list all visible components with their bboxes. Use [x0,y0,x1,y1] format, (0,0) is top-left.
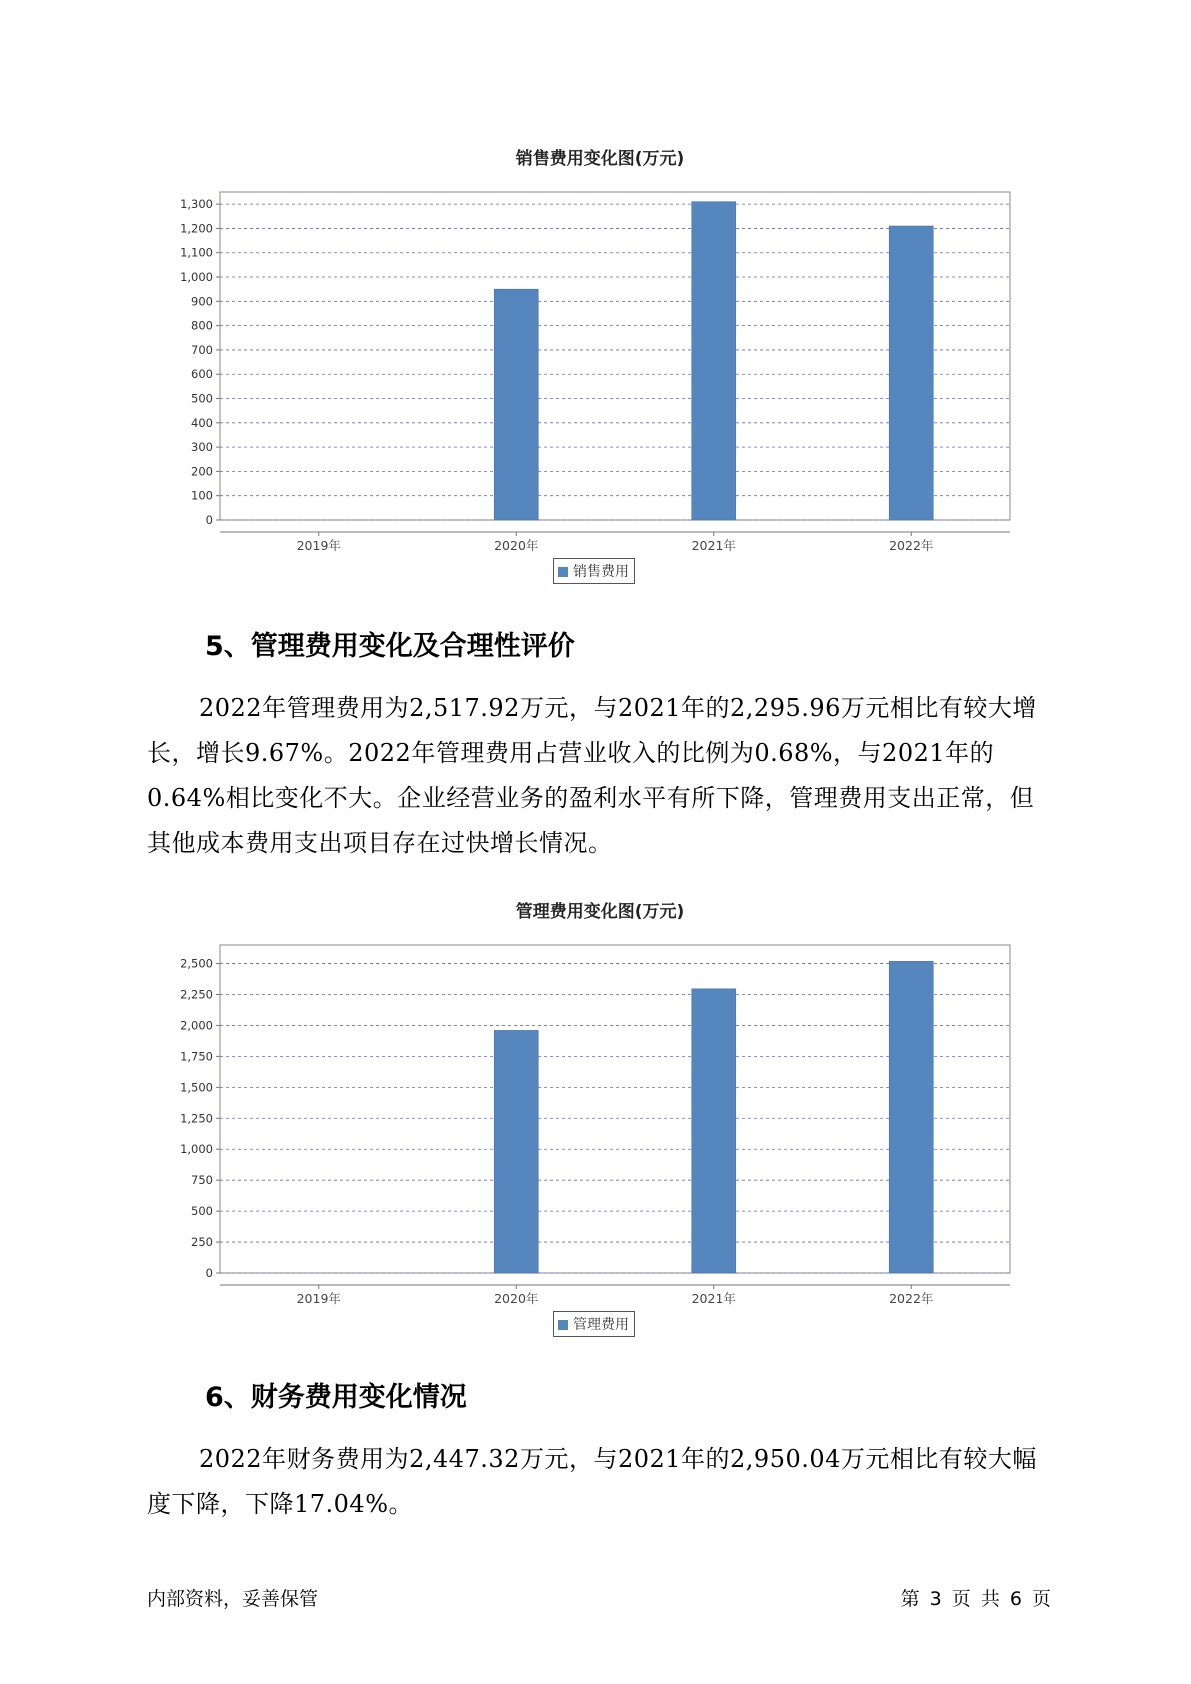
admin-y-tick-label: 1,000 [180,1142,213,1157]
sales-y-tick-label: 300 [191,440,213,455]
admin-chart-plot [150,933,1050,1343]
sales-y-tick-label: 1,300 [180,197,213,212]
admin-y-tick-label: 2,500 [180,956,213,971]
admin-bar-2021年 [692,989,736,1273]
sales-bar-2020年 [494,289,538,520]
sales-y-tick-label: 800 [191,318,213,333]
section-5-paragraph: 2022年管理费用为2,517.92万元，与2021年的2,295.96万元相比有较大增长，增长9.67%。2022年管理费用占营业收入的比例为0.68%，与2021年的0.64%相比变化不大。企业经营业务的盈利水平有所下降，管理费用支出正常，但其他成本费用支出项目存在过快增长情况。 [147,694,1037,857]
sales-bar-2022年 [889,226,933,520]
section-6-heading: 6、财务费用变化情况 [205,1382,467,1413]
footer-confidential-note: 内部资料，妥善保管 [147,1588,319,1610]
sales-y-tick-label: 700 [191,342,213,357]
admin-x-tick-label: 2022年 [889,1291,934,1306]
section-6-paragraph: 2022年财务费用为2,447.32万元，与2021年的2,950.04万元相比有较大幅度下降，下降17.04%。 [147,1445,1037,1518]
sales-chart-plot [150,180,1050,590]
footer-page-number: 第 3 页 共 6 页 [900,1588,1051,1610]
admin-y-tick-label: 1,250 [180,1111,213,1126]
admin-y-tick-label: 0 [205,1266,213,1280]
admin-x-tick-label: 2019年 [296,1291,341,1306]
sales-y-tick-label: 900 [191,294,213,309]
legend-swatch [558,567,568,577]
sales-expense-chart [150,140,1050,590]
legend-swatch [558,1320,568,1330]
sales-y-tick-label: 600 [191,367,213,382]
admin-legend-label: 管理费用 [573,1317,629,1333]
admin-y-tick-label: 750 [191,1173,213,1188]
sales-y-tick-label: 1,100 [180,245,213,260]
admin-chart-title: 管理费用变化图(万元) [515,902,685,922]
admin-y-tick-label: 500 [191,1204,213,1219]
sales-y-tick-label: 400 [191,415,213,430]
sales-chart-title: 销售费用变化图(万元) [515,149,685,169]
admin-bar-2020年 [494,1030,538,1273]
sales-y-tick-label: 200 [191,464,213,479]
section-5-heading: 5、管理费用变化及合理性评价 [205,631,575,662]
admin-y-tick-label: 250 [191,1235,213,1250]
admin-y-tick-label: 2,000 [180,1018,213,1033]
admin-y-tick-label: 1,500 [180,1080,213,1095]
sales-x-tick-label: 2020年 [494,538,539,553]
admin-y-tick-label: 2,250 [180,987,213,1002]
admin-chart-legend [553,1311,635,1337]
sales-y-tick-label: 1,000 [180,270,213,285]
admin-expense-chart [150,893,1050,1343]
sales-y-tick-label: 0 [205,513,213,527]
sales-legend-label: 销售费用 [573,564,629,580]
sales-x-tick-label: 2019年 [296,538,341,553]
admin-bar-2022年 [889,961,933,1273]
sales-x-tick-label: 2022年 [889,538,934,553]
admin-y-tick-label: 1,750 [180,1049,213,1064]
sales-x-tick-label: 2021年 [691,538,736,553]
sales-y-tick-label: 500 [191,391,213,406]
sales-chart-legend [553,558,635,584]
admin-x-tick-label: 2020年 [494,1291,539,1306]
sales-y-tick-label: 100 [191,488,213,503]
sales-y-tick-label: 1,200 [180,221,213,236]
sales-bar-2021年 [692,202,736,520]
admin-x-tick-label: 2021年 [691,1291,736,1306]
